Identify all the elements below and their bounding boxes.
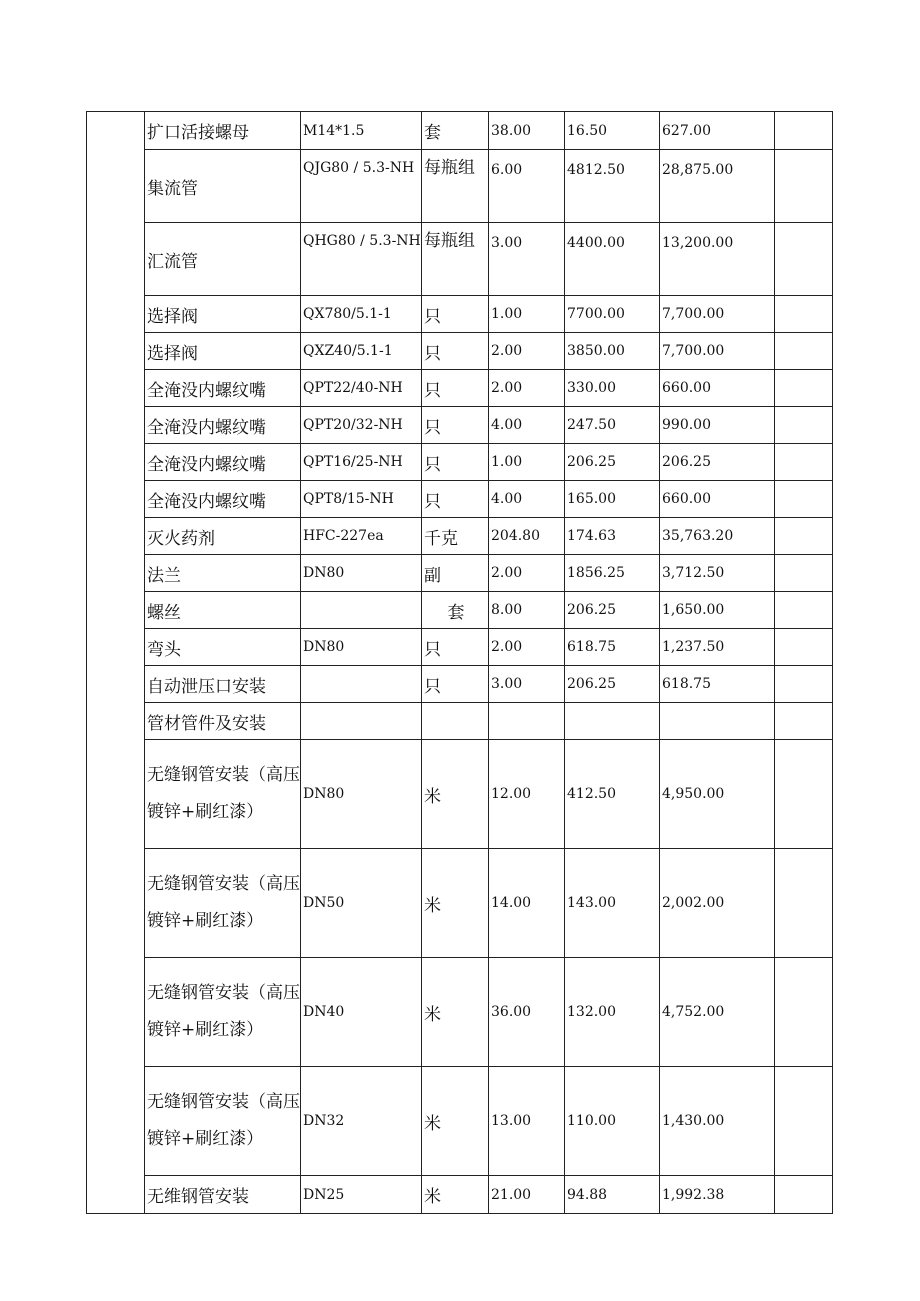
- item-spec: [301, 592, 422, 629]
- item-name: 选择阀: [145, 333, 301, 370]
- table-row: [87, 150, 833, 223]
- item-remark: [775, 370, 833, 407]
- item-remark: [775, 629, 833, 666]
- item-total: 7,700.00: [660, 333, 775, 370]
- table-row: [87, 592, 833, 629]
- item-remark: [775, 296, 833, 333]
- table-row: [87, 518, 833, 555]
- item-remark: [775, 555, 833, 592]
- item-price: 412.50: [565, 740, 660, 849]
- item-qty: 8.00: [489, 592, 565, 629]
- item-name: 全淹没内螺纹嘴: [145, 370, 301, 407]
- item-total: 4,752.00: [660, 958, 775, 1067]
- item-spec: [301, 666, 422, 703]
- item-total: 660.00: [660, 481, 775, 518]
- item-qty: 1.00: [489, 444, 565, 481]
- item-unit: 只: [422, 629, 489, 666]
- item-spec: QHG80 / 5.3-NH: [301, 223, 422, 296]
- item-unit: 只: [422, 481, 489, 518]
- item-remark: [775, 223, 833, 296]
- item-spec: DN80: [301, 740, 422, 849]
- item-unit: 每瓶组: [422, 223, 489, 296]
- item-total: 1,992.38: [660, 1176, 775, 1214]
- item-name: 无缝钢管安装（高压镀锌+刷红漆）: [145, 849, 301, 958]
- item-name: 无缝钢管安装（高压镀锌+刷红漆）: [145, 740, 301, 849]
- item-name: 自动泄压口安装: [145, 666, 301, 703]
- item-remark: [775, 592, 833, 629]
- item-unit: 只: [422, 444, 489, 481]
- table-row: [87, 555, 833, 592]
- item-unit: 只: [422, 296, 489, 333]
- item-price: 247.50: [565, 407, 660, 444]
- item-qty: 6.00: [489, 150, 565, 223]
- item-unit: 米: [422, 849, 489, 958]
- item-unit: 米: [422, 1176, 489, 1214]
- item-total: 4,950.00: [660, 740, 775, 849]
- item-spec: M14*1.5: [301, 112, 422, 150]
- item-unit: [422, 703, 489, 740]
- item-spec: QPT20/32-NH: [301, 407, 422, 444]
- item-total: [660, 703, 775, 740]
- item-qty: 38.00: [489, 112, 565, 150]
- item-qty: 2.00: [489, 629, 565, 666]
- item-price: 206.25: [565, 666, 660, 703]
- item-remark: [775, 444, 833, 481]
- item-spec: DN32: [301, 1067, 422, 1176]
- item-unit: 套: [422, 592, 489, 629]
- item-price: 94.88: [565, 1176, 660, 1214]
- item-total: 1,650.00: [660, 592, 775, 629]
- item-remark: [775, 666, 833, 703]
- item-total: 13,200.00: [660, 223, 775, 296]
- table-row: [87, 958, 833, 1067]
- item-total: 627.00: [660, 112, 775, 150]
- item-price: 4812.50: [565, 150, 660, 223]
- item-price: 206.25: [565, 592, 660, 629]
- item-price: 16.50: [565, 112, 660, 150]
- item-total: 1,237.50: [660, 629, 775, 666]
- item-spec: HFC-227ea: [301, 518, 422, 555]
- table-row: [87, 629, 833, 666]
- table-row: [87, 407, 833, 444]
- item-name: 选择阀: [145, 296, 301, 333]
- item-remark: [775, 518, 833, 555]
- item-remark: [775, 112, 833, 150]
- item-price: 7700.00: [565, 296, 660, 333]
- table-row: [87, 1176, 833, 1214]
- item-name: 全淹没内螺纹嘴: [145, 407, 301, 444]
- table-row: [87, 481, 833, 518]
- item-total: 660.00: [660, 370, 775, 407]
- item-spec: DN80: [301, 555, 422, 592]
- item-price: 165.00: [565, 481, 660, 518]
- item-unit: 只: [422, 333, 489, 370]
- item-price: 206.25: [565, 444, 660, 481]
- item-name: 全淹没内螺纹嘴: [145, 444, 301, 481]
- item-name: 法兰: [145, 555, 301, 592]
- item-qty: 13.00: [489, 1067, 565, 1176]
- section-row: [87, 703, 833, 740]
- item-remark: [775, 1176, 833, 1214]
- table-row: [87, 849, 833, 958]
- item-qty: 14.00: [489, 849, 565, 958]
- item-remark: [775, 849, 833, 958]
- item-price: [565, 703, 660, 740]
- item-remark: [775, 333, 833, 370]
- item-spec: QXZ40/5.1-1: [301, 333, 422, 370]
- item-qty: 4.00: [489, 481, 565, 518]
- item-unit: 米: [422, 958, 489, 1067]
- item-remark: [775, 407, 833, 444]
- item-spec: DN25: [301, 1176, 422, 1214]
- item-spec: QPT8/15-NH: [301, 481, 422, 518]
- item-name: 弯头: [145, 629, 301, 666]
- item-total: 206.25: [660, 444, 775, 481]
- item-spec: DN80: [301, 629, 422, 666]
- item-spec: QPT16/25-NH: [301, 444, 422, 481]
- item-unit: 只: [422, 370, 489, 407]
- item-qty: 204.80: [489, 518, 565, 555]
- item-spec: QX780/5.1-1: [301, 296, 422, 333]
- item-price: 132.00: [565, 958, 660, 1067]
- item-qty: 1.00: [489, 296, 565, 333]
- item-qty: 3.00: [489, 666, 565, 703]
- item-unit: 米: [422, 1067, 489, 1176]
- item-spec: DN50: [301, 849, 422, 958]
- table-row: [87, 333, 833, 370]
- item-qty: [489, 703, 565, 740]
- item-name: 全淹没内螺纹嘴: [145, 481, 301, 518]
- table-body: [87, 112, 833, 1214]
- table-row: [87, 223, 833, 296]
- item-name: 扩口活接螺母: [145, 112, 301, 150]
- item-qty: 3.00: [489, 223, 565, 296]
- materials-table: [86, 111, 833, 1214]
- item-price: 4400.00: [565, 223, 660, 296]
- item-name: 螺丝: [145, 592, 301, 629]
- item-remark: [775, 481, 833, 518]
- item-price: 110.00: [565, 1067, 660, 1176]
- item-qty: 2.00: [489, 555, 565, 592]
- item-price: 1856.25: [565, 555, 660, 592]
- table-row: [87, 666, 833, 703]
- item-total: 3,712.50: [660, 555, 775, 592]
- table-row: [87, 1067, 833, 1176]
- item-price: 143.00: [565, 849, 660, 958]
- item-qty: 2.00: [489, 370, 565, 407]
- item-remark: [775, 150, 833, 223]
- item-unit: 只: [422, 666, 489, 703]
- table-row: [87, 740, 833, 849]
- table-row: [87, 370, 833, 407]
- item-name: 灭火药剂: [145, 518, 301, 555]
- item-price: 174.63: [565, 518, 660, 555]
- table-row: [87, 112, 833, 150]
- item-qty: 2.00: [489, 333, 565, 370]
- item-qty: 12.00: [489, 740, 565, 849]
- item-qty: 21.00: [489, 1176, 565, 1214]
- item-price: 3850.00: [565, 333, 660, 370]
- item-total: 7,700.00: [660, 296, 775, 333]
- item-unit: 米: [422, 740, 489, 849]
- item-price: 330.00: [565, 370, 660, 407]
- item-name: 无缝钢管安装（高压镀锌+刷红漆）: [145, 958, 301, 1067]
- item-spec: QPT22/40-NH: [301, 370, 422, 407]
- item-qty: 4.00: [489, 407, 565, 444]
- item-spec: DN40: [301, 958, 422, 1067]
- table-row: [87, 296, 833, 333]
- item-spec: [301, 703, 422, 740]
- item-remark: [775, 958, 833, 1067]
- item-name: 无缝钢管安装（高压镀锌+刷红漆）: [145, 1067, 301, 1176]
- item-unit: 千克: [422, 518, 489, 555]
- merged-index-cell: [87, 112, 145, 1214]
- item-total: 1,430.00: [660, 1067, 775, 1176]
- item-unit: 副: [422, 555, 489, 592]
- item-price: 618.75: [565, 629, 660, 666]
- item-remark: [775, 740, 833, 849]
- item-total: 35,763.20: [660, 518, 775, 555]
- table-row: [87, 444, 833, 481]
- item-unit: 套: [422, 112, 489, 150]
- item-remark: [775, 703, 833, 740]
- item-name: 无维钢管安装: [145, 1176, 301, 1214]
- item-qty: 36.00: [489, 958, 565, 1067]
- item-unit: 每瓶组: [422, 150, 489, 223]
- item-total: 618.75: [660, 666, 775, 703]
- item-total: 28,875.00: [660, 150, 775, 223]
- section-title: 管材管件及安装: [145, 703, 301, 740]
- item-unit: 只: [422, 407, 489, 444]
- item-name: 集流管: [145, 150, 301, 223]
- item-total: 990.00: [660, 407, 775, 444]
- item-name: 汇流管: [145, 223, 301, 296]
- item-total: 2,002.00: [660, 849, 775, 958]
- item-spec: QJG80 / 5.3-NH: [301, 150, 422, 223]
- item-remark: [775, 1067, 833, 1176]
